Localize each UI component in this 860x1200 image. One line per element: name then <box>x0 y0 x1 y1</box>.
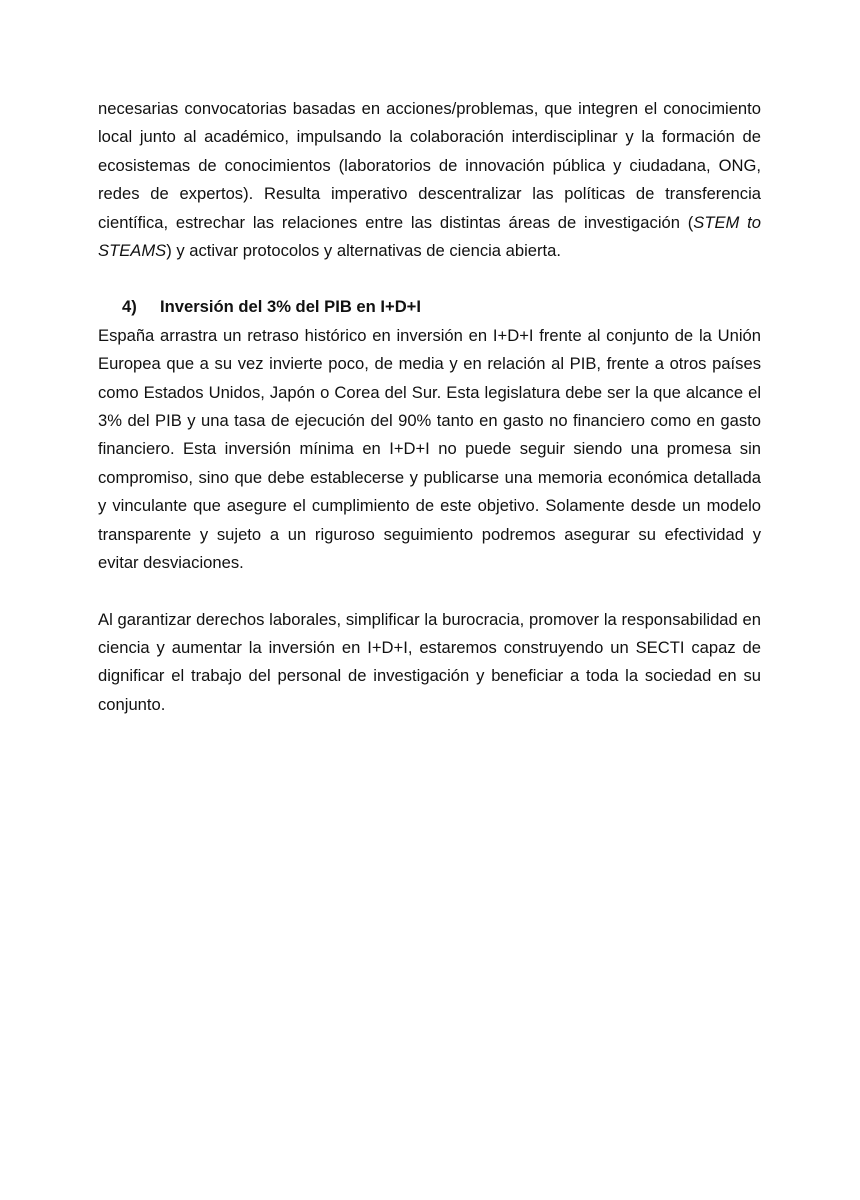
section-title: Inversión del 3% del PIB en I+D+I <box>160 297 421 317</box>
paragraph-conclusion: Al garantizar derechos laborales, simplificar la burocracia, promover la responsabilidad en ciencia y aumentar la inversión en I+D+I, estaremos construyendo un SECTI capaz de dignificar el trabajo del personal de investigación y beneficiar a toda la sociedad en su conjunto. <box>98 609 761 714</box>
paragraph-investment: España arrastra un retraso histórico en inversión en I+D+I frente al conjunto de la Unión Europea que a su vez invierte poco, de media y en relación al PIB, frente a otros países como Estados Unidos, Japón o Corea del Sur. Esta legislatura debe ser la que alcance el 3% del PIB y una tasa de ejecución del 90% tanto en gasto no financiero como en gasto financiero. Esta inversión mínima en I+D+I no puede seguir siendo una promesa sin compromiso, sino que debe establecerse y publicarse una memoria económica detallada y vinculante que asegure el cumplimiento de este objetivo. Solamente desde un modelo transparente y sujeto a un riguroso seguimiento podremos asegurar su efectividad y evitar desviaciones. <box>98 325 761 573</box>
paragraph-open-science <box>98 95 761 265</box>
paragraph-text-end: ) y activar protocolos y alternativas de ciencia abierta. <box>166 241 561 261</box>
section-number: 4) <box>122 297 137 317</box>
paragraph-gap <box>98 265 761 293</box>
paragraph-gap <box>98 578 761 606</box>
section-heading <box>98 293 761 321</box>
emphasis-stem-to-steams: STEM to STEAMS <box>98 212 761 261</box>
page-content <box>98 95 761 719</box>
paragraph-text: necesarias convocatorias basadas en acciones/problemas, que integren el conocimiento local junto al académico, impulsando la colaboración interdisciplinar y la formación de ecosistemas de conocimientos (laboratorios de innovación pública y ciudadana, ONG, redes de expertos). Resulta imperativo descentralizar las políticas de transferencia científica, estrechar las relaciones entre las distintas áreas de investigación ( <box>98 99 761 232</box>
